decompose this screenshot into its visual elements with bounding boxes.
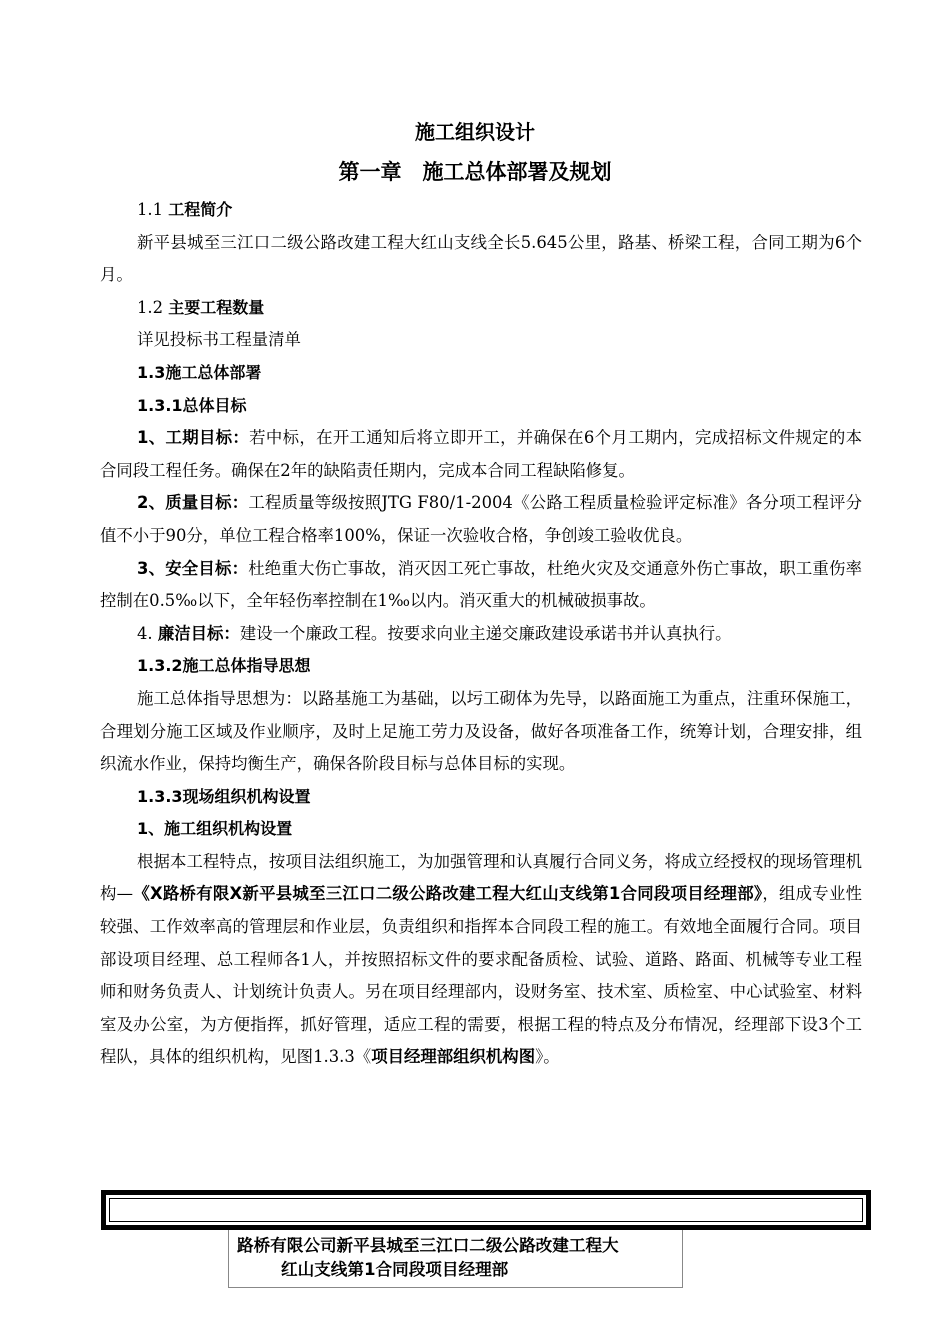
heading-number: 1.1 xyxy=(137,200,164,219)
document-title: 施工组织设计 xyxy=(415,120,535,144)
goal-label: 廉洁目标： xyxy=(157,623,240,643)
goal-text: 若中标，在开工通知后将立即开工，并确保在6个月工期内，完成招标文件规定的本合同段工程任务。确保在2年的缺陷责任期内，完成本合同工程缺陷修复。 xyxy=(100,428,862,480)
org-box-line-1: 路桥有限公司新平县城至三江口二级公路改建工程大 xyxy=(237,1236,619,1255)
paragraph-org-setup xyxy=(100,846,862,1074)
goal-schedule xyxy=(100,422,862,487)
heading-1-2 xyxy=(100,292,862,325)
goal-quality xyxy=(100,487,862,552)
paragraph-quantities: 详见投标书工程量清单 xyxy=(137,330,301,350)
goal-text: 工程质量等级按照JTG F80/1-2004《公路工程质量检验评定标准》各分项工程评分值不小于90分，单位工程合格率100%，保证一次验收合格，争创竣工验收优良。 xyxy=(100,493,862,545)
goal-safety xyxy=(100,553,862,618)
chapter-title: 第一章 施工总体部署及规划 xyxy=(338,160,612,184)
org-chart-top-box xyxy=(228,1230,683,1288)
paragraph-project-intro: 新平县城至三江口二级公路改建工程大红山支线全长5.645公里，路基、桥梁工程，合同工期为6个月。 xyxy=(100,232,862,285)
goal-number: 4. xyxy=(137,623,158,643)
heading-number: 1.2 xyxy=(137,297,164,317)
document-body xyxy=(100,194,862,1074)
goal-label: 3、安全目标： xyxy=(137,558,249,578)
heading-1-3-3: 1.3.3现场组织机构设置 xyxy=(137,786,311,806)
heading-text: 主要工程数量 xyxy=(168,297,265,317)
text-run: ，组成专业性较强、工作效率高的管理层和作业层，负责组织和指挥本合同段工程的施工。有效地全面履行合同。项目部设项目经理、总工程师各1人，并按照招标文件的要求配备质检、试验、道路、路面、机械等专业工程师和财务负责人、计划统计负责人。另在项目经理部内，设财务室、技术室、质检室、中心试验室、材料室及办公室，为方便指挥，抓好管理，适应工程的需要，根据工程的特点及分布情况，经理部下设3个工程队，具体的组织机构，见图1.3.3《 xyxy=(100,884,863,1067)
org-chart-frame-inner xyxy=(109,1198,863,1222)
subheading-org-setup: 1、施工组织机构设置 xyxy=(137,819,293,839)
goal-integrity xyxy=(100,618,862,651)
goal-label: 1、工期目标： xyxy=(137,428,250,448)
heading-1-3: 1.3施工总体部署 xyxy=(137,362,262,382)
text-run-bold: 《X路桥有限X新平县城至三江口二级公路改建工程大红山支线第1合同段项目经理部》 xyxy=(133,884,763,904)
text-run-bold: 项目经理部组织机构图 xyxy=(371,1047,536,1067)
org-box-line-2: 红山支线第1合同段项目经理部 xyxy=(281,1260,509,1279)
heading-1-1 xyxy=(100,194,862,227)
org-chart-frame-bar xyxy=(101,1190,871,1230)
text-run: 根据本工程特点，按项目法组织施工，为加强管理和认真履行合同义务，将成立经授权的现场管理机构— xyxy=(100,851,862,904)
goal-label: 2、质量目标： xyxy=(137,493,249,513)
text-run: 》。 xyxy=(535,1047,560,1067)
goal-text: 杜绝重大伤亡事故，消灭因工死亡事故，杜绝火灾及交通意外伤亡事故，职工重伤率控制在0.5‰以下，全年轻伤率控制在1‰以内。消灭重大的机械破损事故。 xyxy=(100,558,863,611)
heading-text: 工程简介 xyxy=(168,200,233,219)
heading-1-3-2: 1.3.2施工总体指导思想 xyxy=(137,656,311,676)
heading-1-3-1: 1.3.1总体目标 xyxy=(137,395,247,415)
goal-text: 建设一个廉政工程。按要求向业主递交廉政建设承诺书并认真执行。 xyxy=(239,623,732,643)
paragraph-guiding-idea: 施工总体指导思想为：以路基施工为基础，以圬工砌体为先导，以路面施工为重点，注重环保施工，合理划分施工区域及作业顺序，及时上足施工劳力及设备，做好各项准备工作，统筹计划，合理安排，组织流水作业，保持均衡生产，确保各阶段目标与总体目标的实现。 xyxy=(100,688,862,774)
